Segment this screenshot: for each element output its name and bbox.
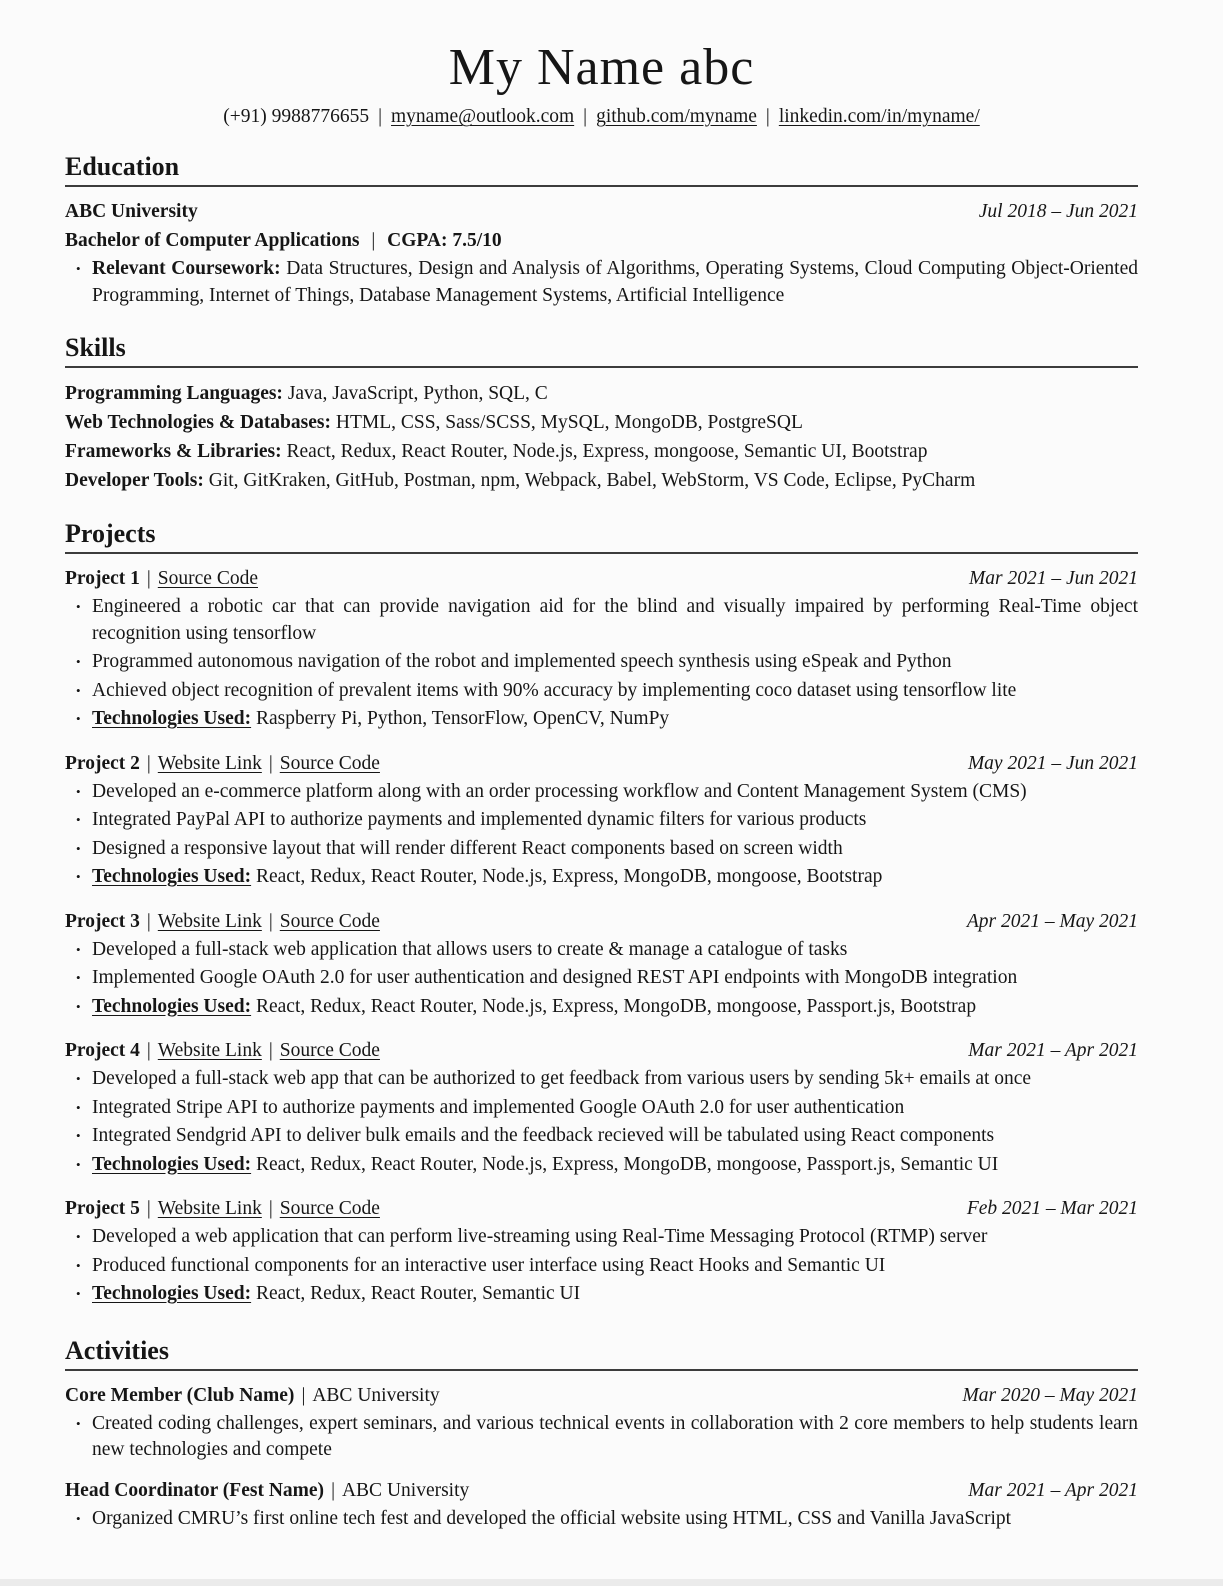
separator: | (146, 568, 151, 590)
project-bullet (65, 937, 1138, 964)
separator: | (146, 1040, 151, 1062)
bullet-text: Designed a responsive layout that will render different React components based on screen width (92, 837, 843, 859)
project-dates: Mar 2021 – Apr 2021 (968, 1040, 1138, 1062)
skill-label: Developer Tools: (65, 470, 204, 492)
bullet-icon: • (76, 682, 81, 698)
website-link[interactable]: Website Link (157, 1040, 262, 1062)
project-tech-bullet (65, 994, 1138, 1021)
bullet-icon: • (76, 941, 81, 957)
project-dates: Feb 2021 – Mar 2021 (966, 1198, 1138, 1220)
bullet-icon: • (76, 1415, 81, 1431)
skill-row-frameworks (65, 437, 1138, 466)
project-bullet (65, 1095, 1138, 1122)
bullet-icon: • (76, 840, 81, 856)
project-bullet (65, 1224, 1138, 1251)
school-name: ABC University (65, 201, 198, 223)
website-link[interactable]: Website Link (157, 910, 262, 932)
bullet-text: Integrated Sendgrid API to deliver bulk emails and the feedback recieved will be tabulated using React components (92, 1125, 995, 1147)
project-dates: Apr 2021 – May 2021 (966, 910, 1138, 932)
project-entry (65, 750, 1138, 891)
separator: | (268, 1198, 273, 1220)
skill-row-web-db (65, 408, 1138, 437)
project-tech-bullet (65, 706, 1138, 733)
separator: | (268, 910, 273, 932)
education-entry (65, 198, 1138, 225)
tech-used-label: Technologies Used: (92, 1153, 252, 1175)
activity-bullet (65, 1506, 1138, 1533)
project-entry (65, 1195, 1138, 1308)
separator: | (378, 106, 383, 128)
source-code-link[interactable]: Source Code (279, 1198, 380, 1220)
project-dates: May 2021 – Jun 2021 (967, 752, 1138, 774)
project-header-left (65, 1195, 380, 1222)
separator: | (146, 910, 151, 932)
project-bullet (65, 1066, 1138, 1093)
project-header (65, 750, 1138, 777)
bullet-text: Achieved object recognition of prevalent items with 90% accuracy by implementing coco dataset using tensorflow lite (92, 679, 1017, 701)
separator: | (146, 1198, 151, 1220)
skill-values: Java, JavaScript, Python, SQL, C (287, 383, 548, 405)
project-header-left (65, 750, 380, 777)
bullet-text: Integrated PayPal API to authorize payments and implemented dynamic filters for various products (92, 809, 867, 831)
bullet-icon: • (76, 1229, 81, 1245)
activity-org: ABC University (341, 1479, 470, 1501)
activity-dates: Mar 2020 – May 2021 (962, 1384, 1138, 1406)
tech-used-list: React, Redux, React Router, Semantic UI (255, 1283, 581, 1305)
project-bullet (65, 594, 1138, 647)
education-dates: Jul 2018 – Jun 2021 (978, 201, 1138, 223)
bullet-text: Developed an e-commerce platform along with an order processing workflow and Content Management System (CMS) (92, 780, 1027, 802)
activity-bullet (65, 1411, 1138, 1464)
section-heading-activities: Activities (65, 1336, 1138, 1371)
project-header (65, 1037, 1138, 1064)
section-heading-skills: Skills (65, 333, 1138, 368)
bullet-text: Implemented Google OAuth 2.0 for user authentication and designed REST API endpoints with MongoDB integration (92, 967, 1018, 989)
separator: | (268, 752, 273, 774)
project-header-left (65, 908, 380, 935)
project-bullet (65, 807, 1138, 834)
activity-dates: Mar 2021 – Apr 2021 (968, 1479, 1138, 1501)
project-header (65, 1195, 1138, 1222)
bullet-icon: • (76, 599, 81, 615)
bullet-text: Organized CMRU’s first online tech fest and developed the official website using HTML, CSS and Vanilla JavaScript (92, 1507, 1012, 1529)
degree-line (65, 227, 1138, 254)
project-entry (65, 908, 1138, 1021)
separator: | (371, 230, 376, 252)
source-code-link[interactable]: Source Code (279, 910, 380, 932)
website-link[interactable]: Website Link (157, 1198, 262, 1220)
bullet-icon: • (76, 1128, 81, 1144)
bullet-icon: • (76, 1257, 81, 1273)
activity-header (65, 1382, 1138, 1409)
degree-name: Bachelor of Computer Applications (65, 230, 360, 252)
cgpa-value: CGPA: 7.5/10 (387, 230, 502, 252)
bullet-icon: • (76, 970, 81, 986)
project-title: Project 4 (65, 1040, 140, 1062)
separator: | (583, 106, 588, 128)
bullet-text: Engineered a robotic car that can provide navigation aid for the blind and visually impaired by performing Real-Time object recognition using tensorflow (92, 596, 1138, 644)
coursework-bullet (65, 256, 1138, 309)
page-bottom-edge (0, 1579, 1223, 1586)
email-link[interactable]: myname@outlook.com (391, 106, 575, 128)
bullet-text: Integrated Stripe API to authorize payments and implemented Google OAuth 2.0 for user authentication (92, 1096, 905, 1118)
project-header (65, 908, 1138, 935)
bullet-icon: • (76, 1510, 81, 1526)
project-bullet (65, 1253, 1138, 1280)
coursework-label: Relevant Coursework: (92, 258, 281, 280)
skill-label: Programming Languages: (65, 383, 283, 405)
tech-used-label: Technologies Used: (92, 708, 252, 730)
activity-entry (65, 1382, 1138, 1464)
skill-values: Git, GitKraken, GitHub, Postman, npm, Webpack, Babel, WebStorm, VS Code, Eclipse, PyCharm (208, 470, 976, 492)
bullet-text: Developed a full-stack web app that can be authorized to get feedback from various users by sending 5k+ emails at once (92, 1068, 1032, 1090)
project-title: Project 5 (65, 1198, 140, 1220)
source-code-link[interactable]: Source Code (279, 1040, 380, 1062)
bullet-text: Produced functional components for an interactive user interface using React Hooks and Semantic UI (92, 1254, 886, 1276)
bullet-icon: • (76, 711, 81, 727)
separator: | (331, 1479, 335, 1501)
project-header-left (65, 1037, 380, 1064)
activity-entry (65, 1477, 1138, 1533)
project-entry (65, 1037, 1138, 1178)
phone-number: (+91) 9988776655 (223, 106, 370, 128)
project-header-left (65, 565, 258, 592)
separator: | (146, 752, 151, 774)
tech-used-label: Technologies Used: (92, 995, 252, 1017)
project-bullet (65, 965, 1138, 992)
activity-role: Head Coordinator (Fest Name) (65, 1479, 325, 1501)
skill-label: Web Technologies & Databases: (65, 412, 331, 434)
bullet-text: Created coding challenges, expert seminars, and various technical events in collaboration with 2 core members to help students learn new technologies and compete (92, 1412, 1138, 1461)
project-dates: Mar 2021 – Jun 2021 (969, 568, 1138, 590)
activity-org: ABC University (312, 1384, 440, 1406)
project-bullet (65, 1123, 1138, 1150)
project-tech-bullet (65, 1152, 1138, 1179)
project-entry (65, 565, 1138, 733)
bullet-text: Programmed autonomous navigation of the robot and implemented speech synthesis using eSpeak and Python (92, 651, 952, 673)
tech-used-list: Raspberry Pi, Python, TensorFlow, OpenCV, NumPy (255, 708, 670, 730)
bullet-icon: • (76, 869, 81, 885)
skill-row-languages (65, 379, 1138, 408)
activity-header-left (65, 1382, 440, 1409)
project-title: Project 1 (65, 568, 140, 590)
website-link[interactable]: Website Link (157, 752, 262, 774)
project-bullet (65, 678, 1138, 705)
activity-header-left (65, 1477, 469, 1504)
project-bullet (65, 779, 1138, 806)
separator: | (765, 106, 770, 128)
project-tech-bullet (65, 864, 1138, 891)
bullet-icon: • (76, 1099, 81, 1115)
skill-row-tools (65, 466, 1138, 495)
tech-used-list: React, Redux, React Router, Node.js, Express, MongoDB, mongoose, Passport.js, Bootstrap (255, 995, 977, 1017)
bullet-icon: • (76, 812, 81, 828)
bullet-icon: • (76, 1156, 81, 1172)
bullet-text: Developed a full-stack web application that allows users to create & manage a catalogue of tasks (92, 938, 848, 960)
project-title: Project 3 (65, 910, 140, 932)
activity-role: Core Member (Club Name) (65, 1384, 295, 1406)
tech-used-label: Technologies Used: (92, 1283, 252, 1305)
skill-values: HTML, CSS, Sass/SCSS, MySQL, MongoDB, PostgreSQL (335, 412, 803, 434)
source-code-link[interactable]: Source Code (279, 752, 380, 774)
linkedin-link[interactable]: linkedin.com/in/myname/ (778, 106, 980, 128)
separator: | (301, 1384, 306, 1406)
bullet-icon: • (76, 1286, 81, 1302)
section-heading-education: Education (65, 152, 1138, 187)
github-link[interactable]: github.com/myname (596, 106, 757, 128)
bullet-icon: • (76, 783, 81, 799)
tech-used-list: React, Redux, React Router, Node.js, Express, MongoDB, mongoose, Passport.js, Semantic UI (255, 1153, 999, 1175)
bullet-icon: • (76, 654, 81, 670)
bullet-text: Developed a web application that can perform live-streaming using Real-Time Messaging Protocol (RTMP) server (92, 1226, 988, 1248)
separator: | (268, 1040, 273, 1062)
bullet-icon: • (76, 261, 81, 277)
skill-values: React, Redux, React Router, Node.js, Express, mongoose, Semantic UI, Bootstrap (286, 441, 928, 463)
tech-used-list: React, Redux, React Router, Node.js, Express, MongoDB, mongoose, Bootstrap (255, 866, 883, 888)
contact-line (65, 106, 1138, 128)
source-code-link[interactable]: Source Code (157, 568, 258, 590)
project-bullet (65, 649, 1138, 676)
tech-used-label: Technologies Used: (92, 866, 252, 888)
skill-label: Frameworks & Libraries: (65, 441, 282, 463)
coursework-text: Data Structures, Design and Analysis of Algorithms, Operating Systems, Cloud Computing Object-Oriented Programming, Internet of Things, Database Management Systems, Artificial Intelligence (92, 258, 1138, 306)
project-tech-bullet (65, 1281, 1138, 1308)
activity-header (65, 1477, 1138, 1504)
project-bullet (65, 836, 1138, 863)
project-header (65, 565, 1138, 592)
bullet-icon: • (76, 1071, 81, 1087)
bullet-icon: • (76, 998, 81, 1014)
page-title: My Name abc (448, 39, 755, 96)
section-heading-projects: Projects (65, 519, 1138, 554)
project-title: Project 2 (65, 752, 140, 774)
